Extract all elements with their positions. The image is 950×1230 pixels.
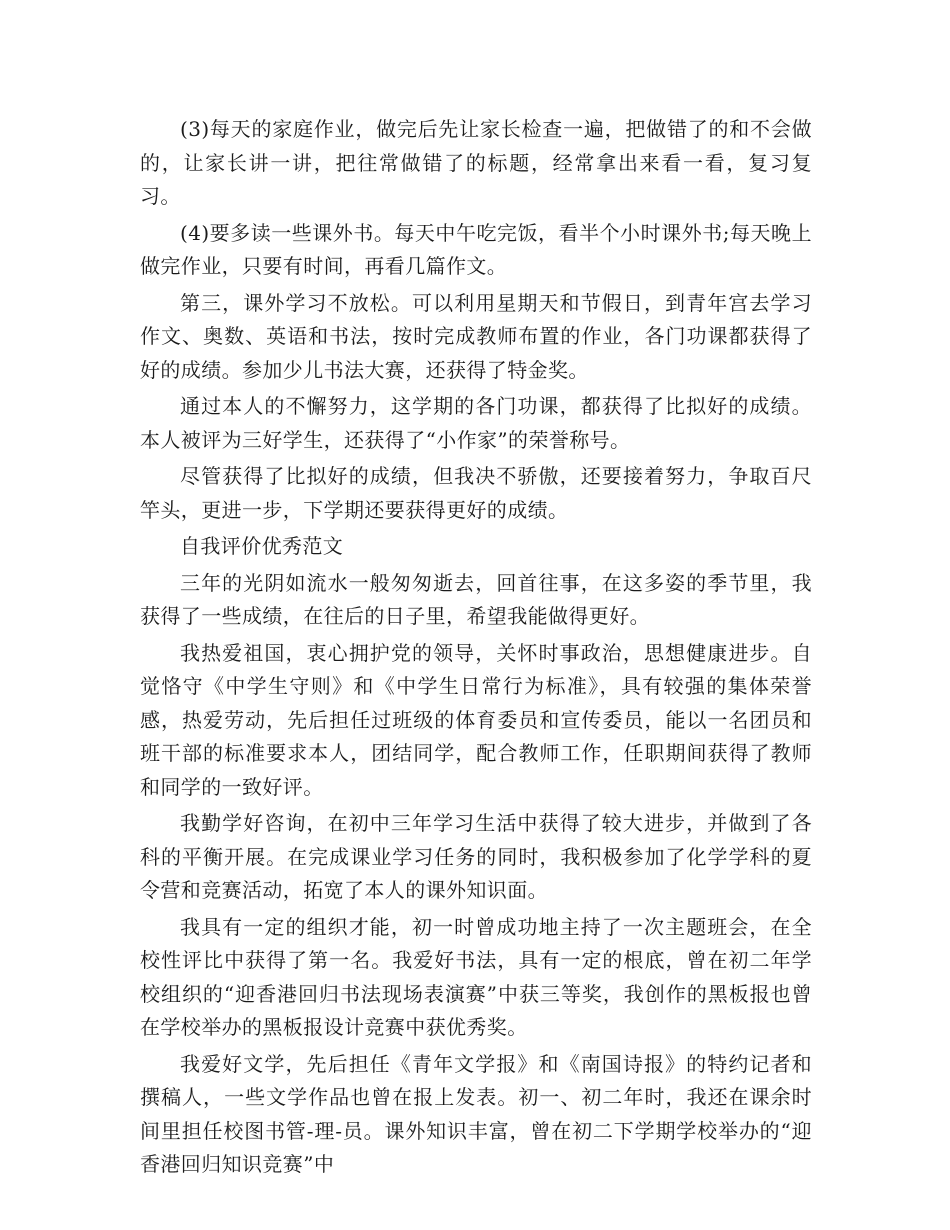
- paragraph-literature: 我爱好文学，先后担任《青年文学报》和《南国诗报》的特约记者和撰稿人，一些文学作品也曾在报上发表。初一、初二年时，我还在课余时间里担任校图书管-理-员。课外知识丰富，曾在初二下学期学校举办的“迎香港回归知识竞赛”中: [140, 1051, 812, 1176]
- document-body: [140, 113, 812, 1185]
- paragraph-extracurricular: 第三，课外学习不放松。可以利用星期天和节假日，到青年宫去学习作文、奥数、英语和书法，按时完成教师布置的作业，各门功课都获得了好的成绩。参加少儿书法大赛，还获得了特金奖。: [140, 290, 812, 382]
- paragraph-homework-check: (3)每天的家庭作业，做完后先让家长检查一遍，把做错了的和不会做的，让家长讲一讲，把往常做错了的标题，经常拿出来看一看，复习复习。: [140, 117, 812, 208]
- paragraph-results: 通过本人的不懈努力，这学期的各门功课，都获得了比拟好的成绩。本人被评为三好学生，还获得了“小作家”的荣誉称号。: [140, 394, 812, 452]
- paragraph-organization: 我具有一定的组织才能，初一时曾成功地主持了一次主题班会，在全校性评比中获得了第一名。我爱好书法，具有一定的根底，曾在初二年学校组织的“迎香港回归书法现场表演赛”中获三等奖，我创作的黑板报也曾在学校举办的黑板报设计竞赛中获优秀奖。: [140, 914, 812, 1039]
- paragraph-patriotism: 我热爱祖国，衷心拥护党的领导，关怀时事政治，思想健康进步。自觉恪守《中学生守则》和《中学生日常行为标准》，具有较强的集体荣誉感，热爱劳动，先后担任过班级的体育委员和宣传委员，能以一名团员和班干部的标准要求本人，团结同学，配合教师工作，任职期间获得了教师和同学的一致好评。: [140, 640, 812, 799]
- paragraph-study: 我勤学好咨询，在初中三年学习生活中获得了较大进步，并做到了各科的平衡开展。在完成课业学习任务的同时，我积极参加了化学学科的夏令营和竞赛活动，拓宽了本人的课外知识面。: [140, 811, 812, 902]
- section-heading: 自我评价优秀范文: [180, 534, 344, 558]
- paragraph-intro: 三年的光阴如流水一般匆匆逝去，回首往事，在这多姿的季节里，我获得了一些成绩，在往后的日子里，希望我能做得更好。: [140, 570, 812, 628]
- paragraph-resolution: 尽管获得了比拟好的成绩，但我决不骄傲，还要接着努力，争取百尺竿头，更进一步，下学期还要获得更好的成绩。: [140, 464, 812, 522]
- paragraph-extra-reading: (4)要多读一些课外书。每天中午吃完饭，看半个小时课外书;每天晚上做完作业，只要有时间，再看几篇作文。: [140, 220, 812, 278]
